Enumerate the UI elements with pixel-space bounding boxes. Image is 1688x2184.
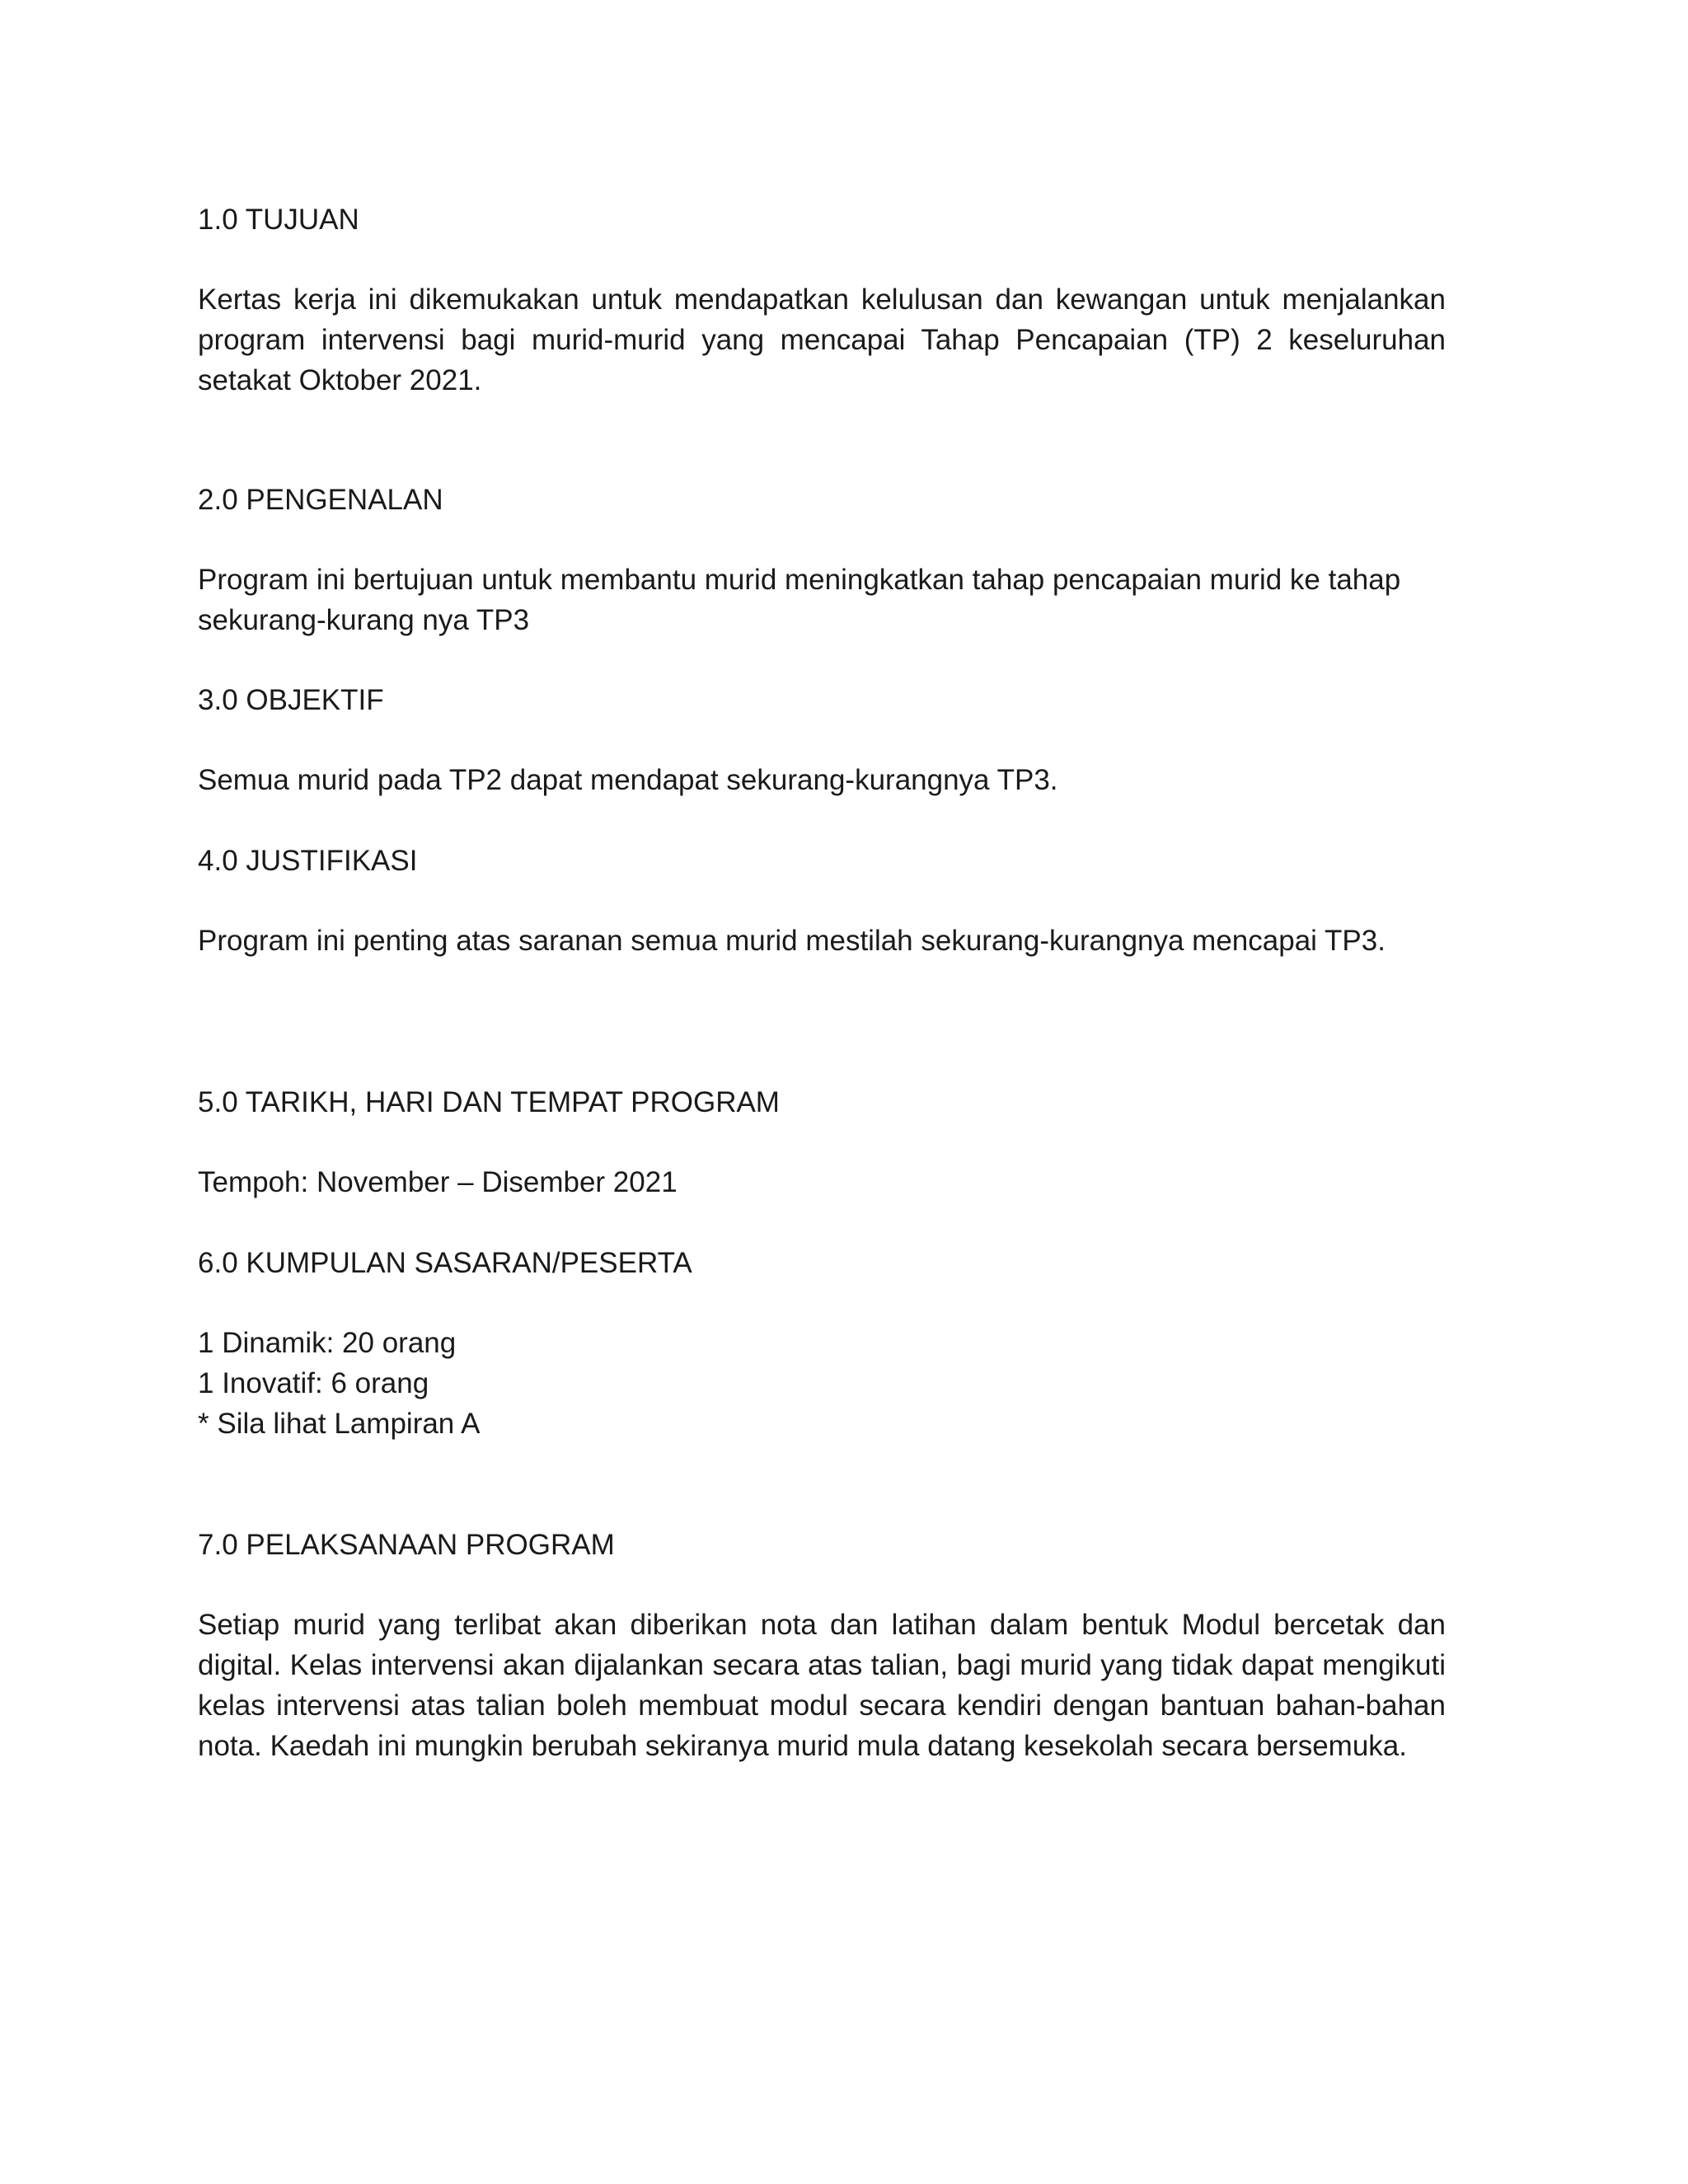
list-item: 1 Inovatif: 6 orang: [198, 1367, 429, 1399]
section-body-justifikasi: Program ini penting atas saranan semua murid mestilah sekurang-kurangnya mencapai TP3.: [198, 925, 1386, 957]
section-heading-tujuan: 1.0 TUJUAN: [198, 204, 359, 236]
list-item: * Sila lihat Lampiran A: [198, 1408, 481, 1440]
list-item: 1 Dinamik: 20 orang: [198, 1327, 457, 1359]
section-heading-tarikh: 5.0 TARIKH, HARI DAN TEMPAT PROGRAM: [198, 1086, 780, 1118]
section-heading-pengenalan: 2.0 PENGENALAN: [198, 484, 443, 516]
section-body-tarikh: Tempoh: November – Disember 2021: [198, 1166, 678, 1198]
section-body-objektif: Semua murid pada TP2 dapat mendapat sekurang-kurangnya TP3.: [198, 764, 1058, 796]
section-heading-kumpulan: 6.0 KUMPULAN SASARAN/PESERTA: [198, 1247, 692, 1279]
section-heading-pelaksanaan: 7.0 PELAKSANAAN PROGRAM: [198, 1529, 615, 1561]
section-body-kumpulan: [198, 1323, 1446, 1444]
section-body-pengenalan: Program ini bertujuan untuk membantu murid meningkatkan tahap pencapaian murid ke tahap sekurang-kurang nya TP3: [198, 564, 1401, 636]
section-body-pelaksanaan: Setiap murid yang terlibat akan diberikan nota dan latihan dalam bentuk Modul bercetak dan digital. Kelas intervensi akan dijalankan secara atas talian, bagi murid yang tidak dapat mengikuti kelas intervensi atas talian boleh membuat modul secara kendiri dengan bantuan bahan-bahan nota. Kaedah ini mungkin berubah sekiranya murid mula datang kesekolah secara bersemuka.: [198, 1609, 1446, 1762]
section-heading-objektif: 3.0 OBJEKTIF: [198, 684, 384, 716]
section-body-tujuan: Kertas kerja ini dikemukakan untuk mendapatkan kelulusan dan kewangan untuk menjalankan program intervensi bagi murid-murid yang mencapai Tahap Pencapaian (TP) 2 keseluruhan setakat Oktober 2021.: [198, 284, 1446, 396]
section-heading-justifikasi: 4.0 JUSTIFIKASI: [198, 845, 418, 877]
